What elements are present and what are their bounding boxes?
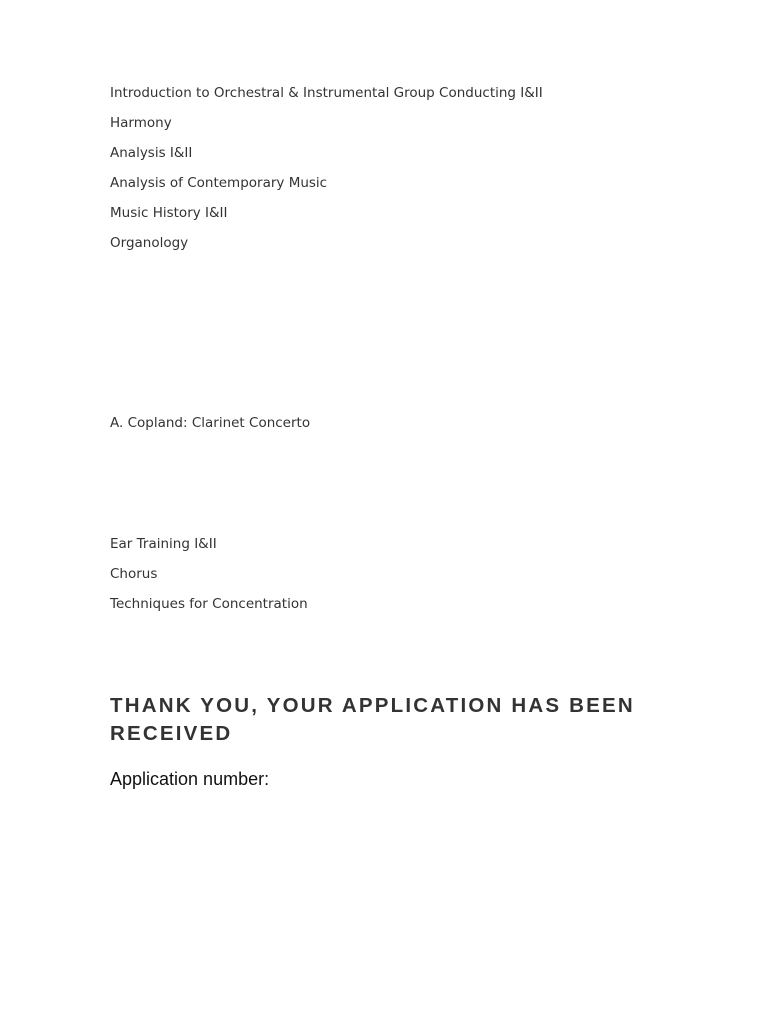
course-item: Chorus	[110, 566, 158, 582]
confirmation-heading: THANK YOU, YOUR APPLICATION HAS BEEN RECEIVED	[110, 694, 635, 745]
course-item: Music History I&II	[110, 205, 228, 221]
course-item: Techniques for Concentration	[110, 596, 308, 612]
application-number-label: Application number:	[110, 769, 270, 789]
course-item: Organology	[110, 235, 189, 251]
course-list-theory	[110, 78, 543, 258]
course-item: Analysis of Contemporary Music	[110, 175, 328, 191]
course-item: Introduction to Orchestral & Instrumental Group Conducting I&II	[110, 85, 543, 101]
course-item: Harmony	[110, 115, 172, 131]
course-item: A. Copland: Clarinet Concerto	[110, 415, 311, 431]
course-item: Ear Training I&II	[110, 536, 217, 552]
course-list-repertoire	[110, 408, 310, 438]
course-list-skills	[110, 529, 308, 619]
course-item: Analysis I&II	[110, 145, 193, 161]
